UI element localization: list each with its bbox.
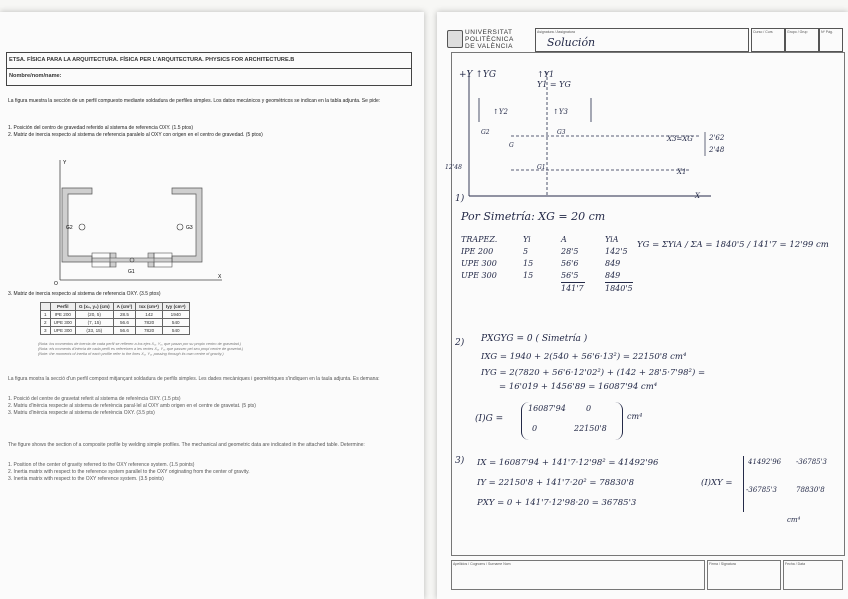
matrix-g-unit: cm⁴: [627, 412, 643, 421]
y2-axis-label: ↑Y2: [493, 108, 508, 116]
course-box: Curso / Curs: [751, 28, 785, 52]
yg-result: YG = ΣYiA / ΣA = 1840'5 / 141'7 = 12'99 cm: [637, 240, 829, 250]
inertia-matrix-xy-label: (I)XY =: [701, 478, 733, 488]
matrix-xy-unit: cm⁴: [787, 516, 801, 524]
mechanical-data-table: [40, 302, 190, 335]
centroid-calc-table: [461, 234, 633, 295]
solution-sheet-page: [437, 12, 848, 599]
surname-box: Apellidos / Cognoms / Surname Nom: [451, 560, 705, 590]
note-en: (Note: the moments of inertia of each profile refer to the lines X₀, Y₀, passing through its own centre of gravity.): [38, 352, 224, 356]
col-profile: Perfil: [50, 303, 75, 311]
x1-axis-label: X1: [677, 168, 687, 176]
axes-sketch: [451, 62, 731, 202]
solution-title: Solución: [547, 36, 596, 49]
section-2-label: 2): [455, 338, 465, 348]
g3-marker: [177, 224, 183, 230]
note-es: (Nota: los momentos de inercia de cada perfil se refieren a los ejes X₀, Y₀, que pasan por su propio centro de gravedad.): [38, 342, 242, 346]
calc-header-row: TRAPEZ. Yi A YiA: [461, 235, 619, 244]
y1-equals-yg: Y1 = YG: [537, 80, 571, 89]
inertia-matrix-g-label: (I)G =: [475, 414, 504, 424]
page-number-box: Nº Pág.: [819, 28, 843, 52]
university-name: UNIVERSITAT POLITÈCNICA DE VALÈNCIA: [465, 29, 514, 50]
table-row: IPE 200 5 28'5 142'5: [461, 247, 628, 256]
spanish-question-2: 2. Matriz de inercia respecto al sistema de referencia paralelo al OXY con origen en el centro de gravedad. (5 ptos): [8, 132, 263, 138]
x3-axis-label: X3=XG: [667, 135, 693, 143]
y-label: Y: [63, 160, 67, 166]
calc-totals-row: 141'7 1840'5: [561, 284, 633, 293]
iy-calc: IY = 22150'8 + 141'7·20² = 78830'8: [477, 478, 635, 488]
y1-axis-label: ↑Y1: [537, 70, 555, 79]
spanish-question-3: 3. Matriz de inercia respecto al sistema de referencia OXY. (3.5 ptos): [8, 291, 161, 297]
exam-statement-page: [0, 12, 424, 599]
university-logo-icon: [447, 30, 463, 48]
ixg-calc: IXG = 1940 + 2(540 + 56'6·13²) = 22150'8 cm⁴: [481, 352, 687, 362]
yg-axis-label: +Y ↑YG: [459, 70, 497, 80]
inertia-matrix-xy: 41492'96 -36785'3 -36785'3 78830'8: [743, 456, 840, 512]
valencian-question-3: 3. Matriu d'inèrcia respecte al sistema de referència OXY. (3.5 pts): [8, 410, 155, 416]
english-question-3: 3. Inertia matrix with respect to the OXY reference system. (3.5 points): [8, 476, 164, 482]
table-row: 3 UPE 300 (33, 15) 56.6 7820 540: [41, 327, 190, 335]
g-point: G: [509, 142, 514, 149]
g2-marker: [79, 224, 85, 230]
y3-axis-label: ↑Y3: [553, 108, 568, 116]
col-centroid: G (x₀, y₀) (cm): [75, 303, 113, 311]
ipe-200-web: [92, 258, 172, 262]
date-box: Fecha / Data: [783, 560, 843, 590]
table-row: 1 IPE 200 (20, 5) 28.5 142 1940: [41, 311, 190, 319]
student-name-field: Nombre/nom/name:: [9, 73, 62, 79]
section-3-label: 3): [455, 456, 465, 466]
table-row: UPE 300 15 56'6 849: [461, 259, 621, 268]
valencian-question-1: 1. Posició del centre de gravetat referit al sistema de referència OXY. (1.5 pts): [8, 396, 181, 402]
col-index: [41, 303, 51, 311]
x-label: X: [218, 274, 222, 280]
composite-profile-figure: [52, 152, 227, 287]
g3-label: G3: [186, 225, 193, 231]
origin-label: O: [54, 281, 58, 287]
section-1-label: 1): [455, 194, 465, 204]
english-question-2: 2. Inertia matrix with respect to the reference system parallel to the OXY originating from the center of gravity.: [8, 469, 250, 475]
table-header-row: [41, 303, 190, 311]
iyg-calc-1: IYG = 2(7820 + 56'6·12'02²) + (142 + 28'5·7'98²) =: [481, 368, 706, 378]
col-ixx: Ixx (cm⁴): [136, 303, 163, 311]
dim-262: 2'62: [709, 134, 725, 142]
product-inertia-g: PXGYG = 0 ( Simetría ): [481, 334, 588, 344]
header-box: [6, 52, 412, 86]
iyg-calc-2: = 16'019 + 1456'89 = 16087'94 cm⁴: [499, 382, 658, 392]
valencian-intro: La figura mostra la secció d'un perfil compost mitjançant soldadura de perfils simples. Les dades mecàniques i geomètriques s'indiquen en la taula adjunta. Es demana:: [8, 376, 380, 382]
english-intro: The figure shows the section of a composite profile by welding simple profiles. The mechanical and geometric data are indicated in the attached table. Determine:: [8, 442, 365, 448]
col-area: A (cm²): [113, 303, 136, 311]
subject-box: Asignatura / Assignatura: [535, 28, 749, 52]
table-row: UPE 300 15 56'5 849: [461, 271, 621, 280]
inertia-matrix-g: 16087'94 0 0 22150'8: [521, 402, 623, 440]
symmetry-note: Por Simetría: XG = 20 cm: [461, 210, 606, 223]
course-title: ETSA. FÍSICA PARA LA ARQUITECTURA. FÍSICA PER L'ARQUITECTURA. PHYSICS FOR ARCHITECTURE.B: [7, 53, 411, 69]
pxy-calc: PXY = 0 + 141'7·12'98·20 = 36785'3: [477, 498, 637, 508]
dim-248: 2'48: [709, 146, 725, 154]
x-axis-label: X: [695, 192, 700, 200]
g3-point: G3: [557, 129, 566, 136]
dim-1248: 12'48: [445, 164, 462, 171]
g2-label: G2: [66, 225, 73, 231]
g2-point: G2: [481, 129, 490, 136]
spanish-question-1: 1. Posición del centro de gravedad referido al sistema de referencia OXY. (1.5 ptos): [8, 125, 194, 131]
note-va: (Nota: els moments d'inèrcia de cada perfil es refereixen a les rectes X₀, Y₀, que passen pel seu propi centre de gravetat.): [38, 347, 244, 351]
table-row: 2 UPE 300 (7, 15) 56.6 7820 540: [41, 319, 190, 327]
group-box: Grupo / Grup: [785, 28, 819, 52]
english-question-1: 1. Position of the center of gravity referred to the OXY reference system. (1.5 points): [8, 462, 195, 468]
g1-point: G1: [537, 164, 546, 171]
col-iyy: Iyy (cm⁴): [162, 303, 189, 311]
signature-box: Firma / Signatura: [707, 560, 781, 590]
spanish-intro: La figura muestra la sección de un perfil compuesto mediante soldadura de perfiles simples. Los datos mecánicos y geométricos se indican en la tabla adjunta. Se pide:: [8, 98, 381, 104]
g1-label: G1: [128, 269, 135, 275]
ix-calc: IX = 16087'94 + 141'7·12'98² = 41492'96: [477, 458, 659, 468]
valencian-question-2: 2. Matriu d'inèrcia respecte al sistema de referència paral·lel al OXY amb origen en el centre de gravetat. (5 pts): [8, 403, 256, 409]
